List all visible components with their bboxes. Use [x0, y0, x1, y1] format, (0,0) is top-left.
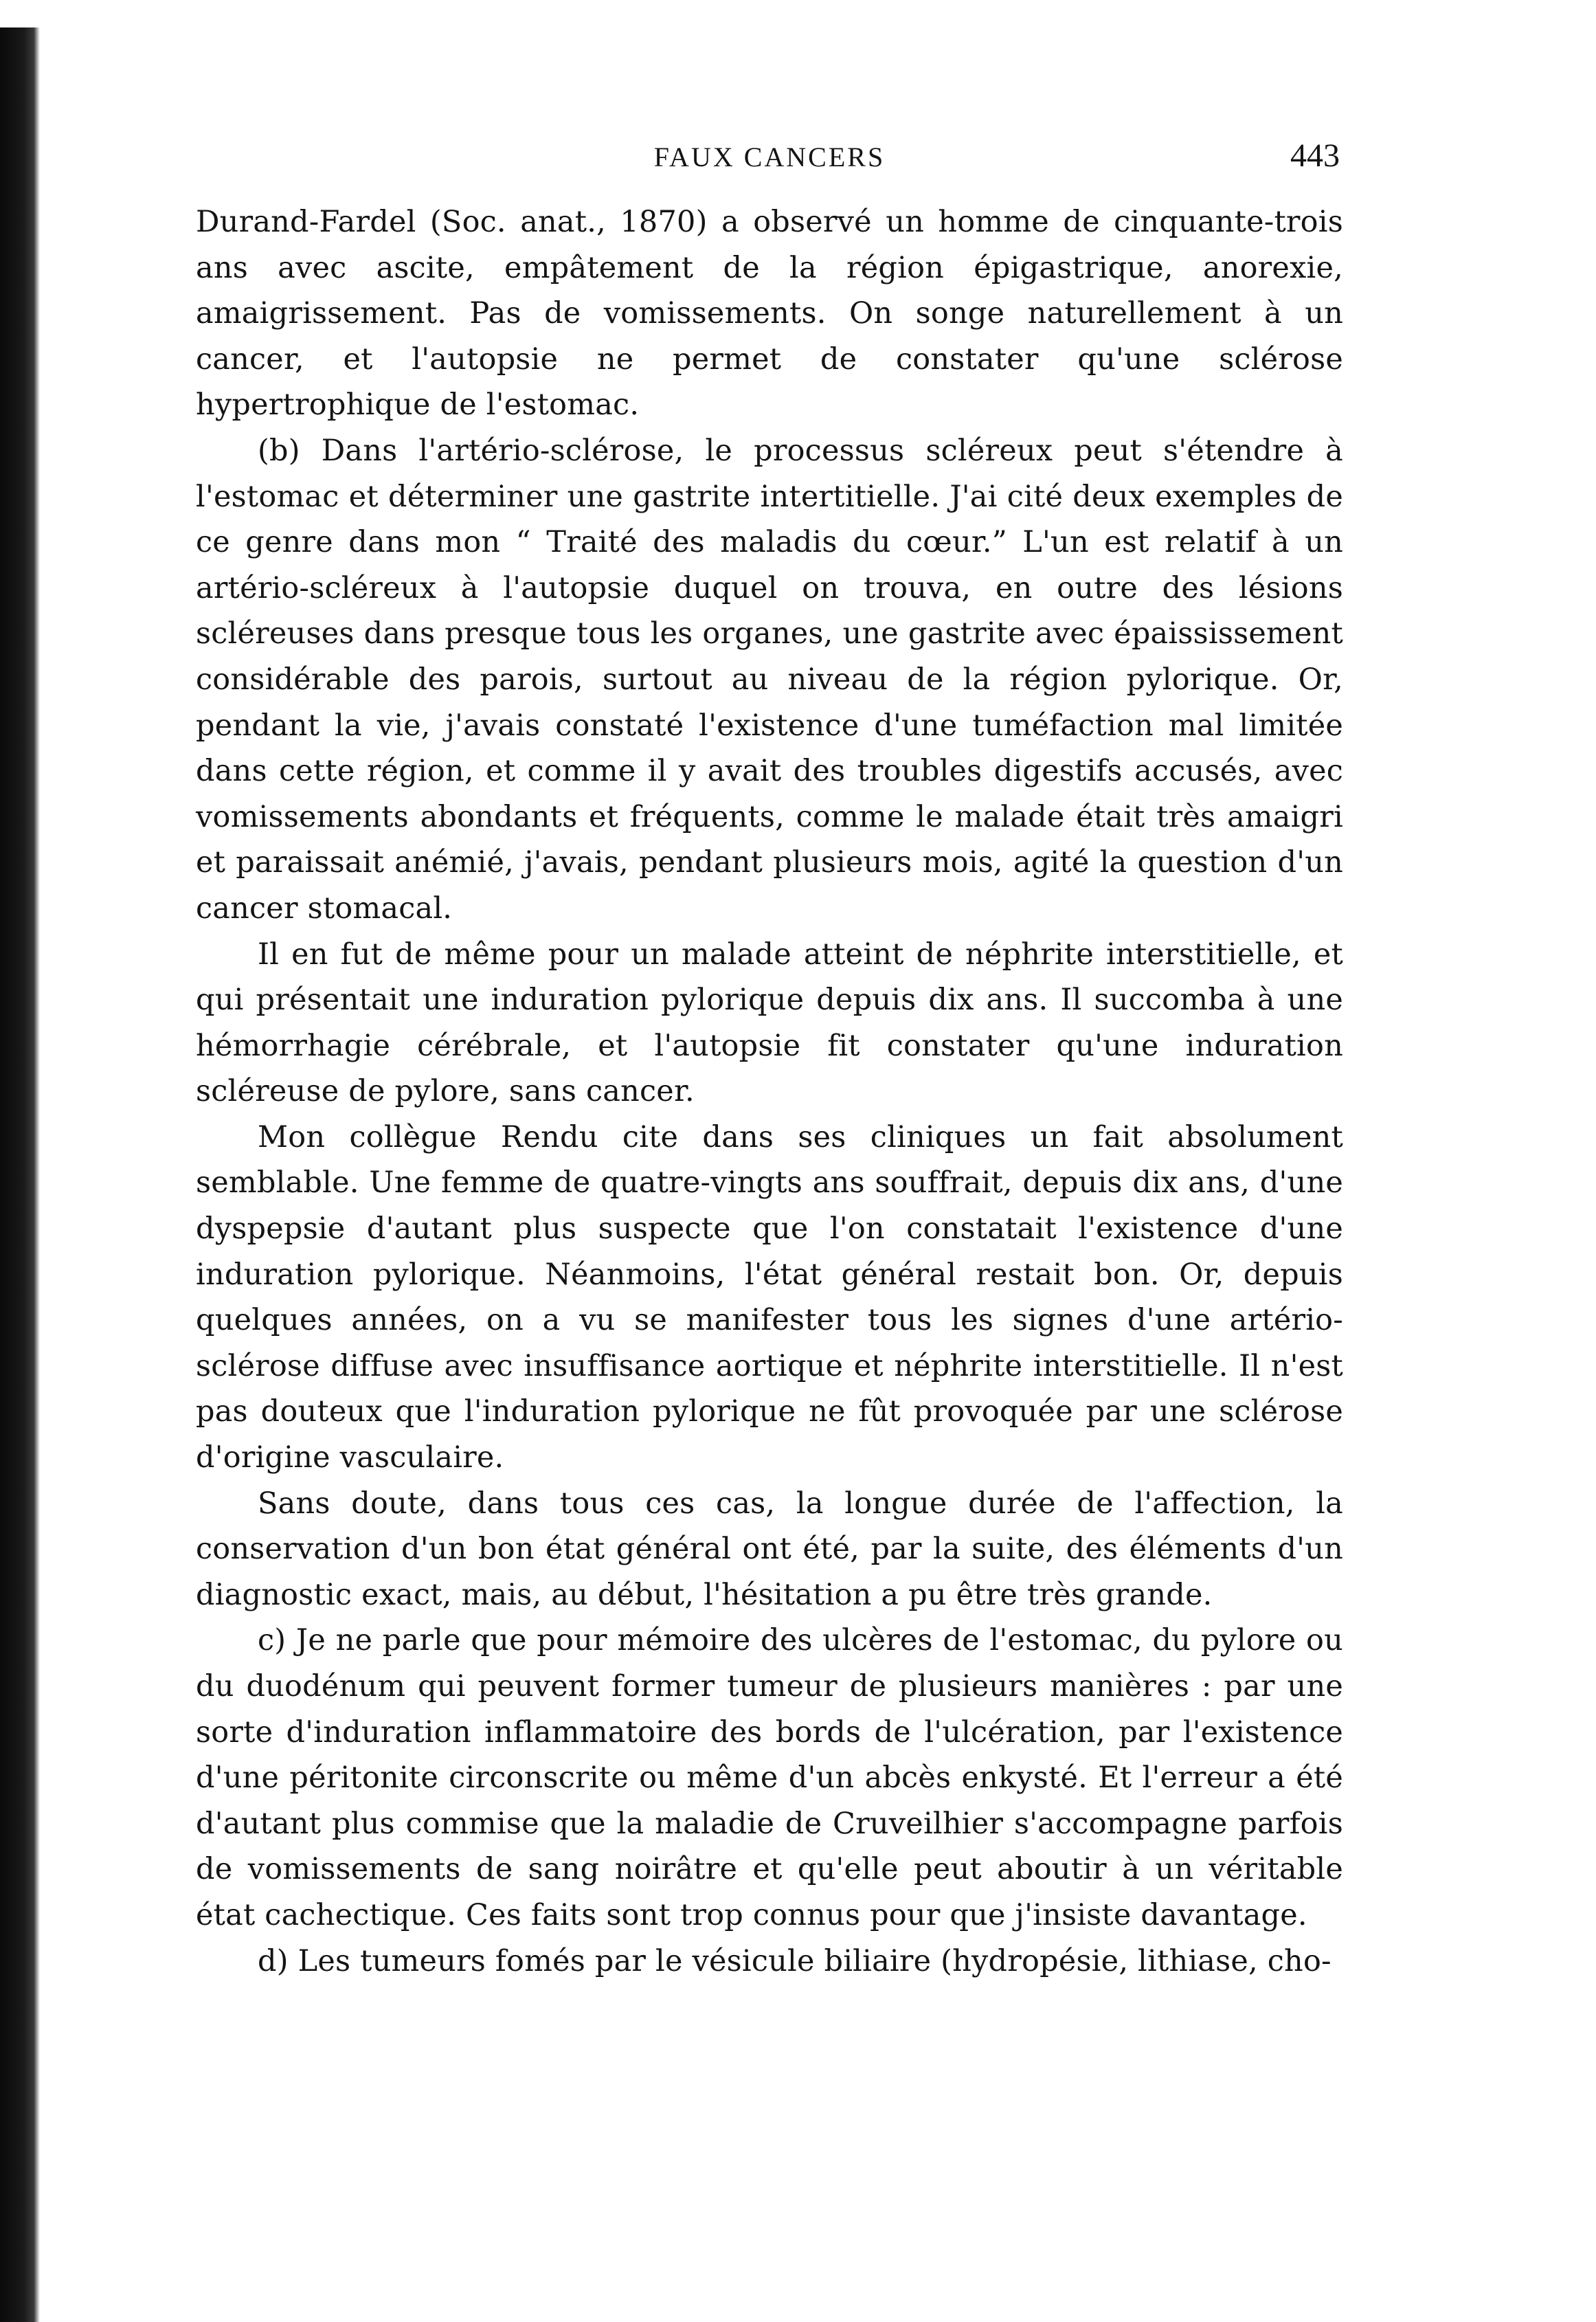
paragraph-sans-doute: Sans doute, dans tous ces cas, la longue durée de l'affection, la conservation d'un bon état général ont été, par la suite, des éléments d'un diagnostic exact, mais, au début, l'hésitation a pu être très grande.: [196, 1486, 1343, 1612]
paragraph-c-ulceres: c) Je ne parle que pour mémoire des ulcères de l'estomac, du pylore ou du duodénum qui peuvent former tumeur de plusieurs manières : par une sorte d'induration inflammatoire des bords de l'ulcération, par l'existence d'une péritonite circonscrite ou même d'un abcès enkysté. Et l'erreur a été d'autant plus commise que la maladie de Cruveilhier s'accompagne parfois de vomissements de sang noirâtre et qu'elle peut aboutir à un véritable état cachectique. Ces faits sont trop connus pour que j'insiste davantage.: [196, 1623, 1343, 1932]
paragraph-rendu: Mon collègue Rendu cite dans ses cliniques un fait absolument semblable. Une femme de quatre-vingts ans souffrait, depuis dix ans, d'une dyspepsie d'autant plus suspecte que l'on constatait l'existence d'une induration pylorique. Néanmoins, l'état général restait bon. Or, depuis quelques années, on a vu se manifester tous les signes d'une artério-sclérose diffuse avec insuffisance aortique et néphrite interstitielle. Il n'est pas douteux que l'induration pylorique ne fût provoquée par une sclérose d'origine vasculaire.: [196, 1119, 1343, 1475]
paragraph-d-tumeurs: d) Les tumeurs fomés par le vésicule biliaire (hydropésie, lithiase, cho-: [258, 1943, 1331, 1978]
running-title: FAUX CANCERS: [653, 142, 886, 172]
paragraph-nephrite-interstitielle: Il en fut de même pour un malade atteint de néphrite interstitielle, et qui présentait une induration pylorique depuis dix ans. Il succomba à une hémorrhagie cérébrale, et l'autopsie fit constater qu'une induration scléreuse de pylore, sans cancer.: [196, 937, 1343, 1109]
binding-edge-shadow: [0, 27, 40, 2322]
page-number: 443: [1290, 137, 1340, 174]
paragraph-durand-fardel: Durand-Fardel (Soc. anat., 1870) a observé un homme de cinquante-trois ans avec ascite, empâtement de la région épigastrique, anorexie, amaigrissement. Pas de vomissements. On songe naturellement à un cancer, et l'autopsie ne permet de constater qu'une sclérose hypertrophique de l'estomac.: [196, 205, 1343, 423]
page-header: [199, 137, 1340, 196]
body-text: [196, 199, 1343, 1984]
paragraph-b-arterio-sclerose: (b) Dans l'artério-sclérose, le processus scléreux peut s'étendre à l'estomac et déterminer une gastrite intertitielle. J'ai cité deux exemples de ce genre dans mon “ Traité des maladis du cœur.” L'un est relatif à un artério-scléreux à l'autopsie duquel on trouva, en outre des lésions scléreuses dans presque tous les organes, une gastrite avec épaississement considérable des parois, surtout au niveau de la région pylorique. Or, pendant la vie, j'avais constaté l'existence d'une tuméfaction mal limitée dans cette région, et comme il y avait des troubles digestifs accusés, avec vomissements abondants et fréquents, comme le malade était très amaigri et paraissait anémié, j'avais, pendant plusieurs mois, agité la question d'un cancer stomacal.: [196, 433, 1343, 926]
